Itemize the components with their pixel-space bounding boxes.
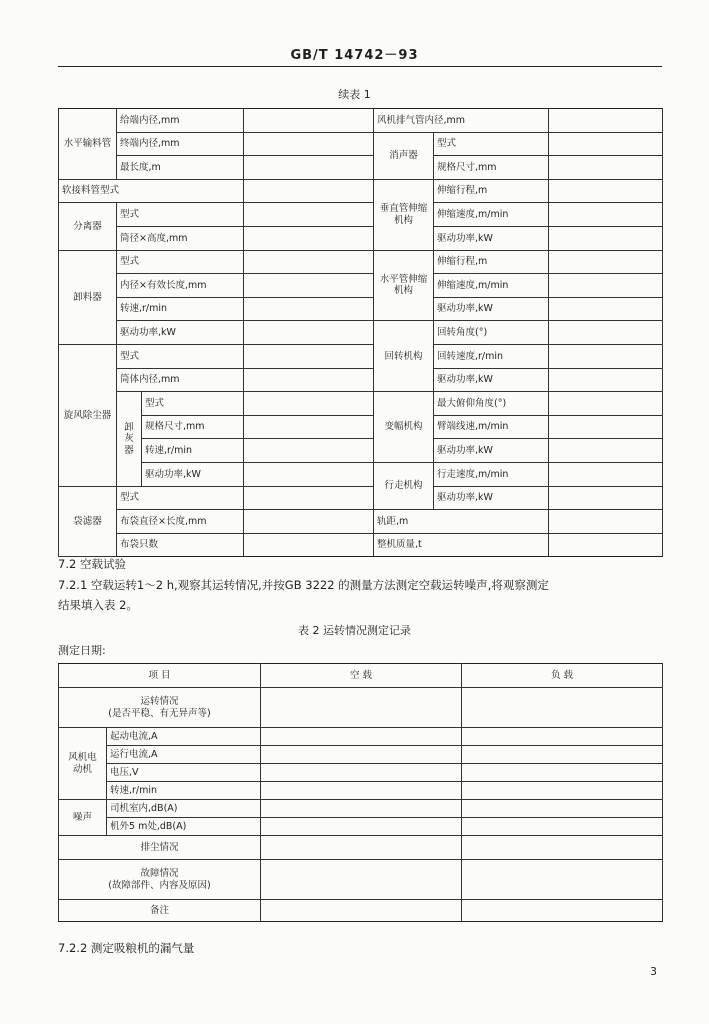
row-ht-speed: 伸缩速度,m/min xyxy=(434,274,549,298)
cell-value xyxy=(549,486,663,510)
cell-value xyxy=(244,203,374,227)
row-cyclone-type: 型式 xyxy=(117,344,244,368)
cell-value xyxy=(549,344,663,368)
group-travel: 行走机构 xyxy=(374,462,434,509)
row-remarks: 备注 xyxy=(59,900,261,922)
operation-status-note: (是否平稳、有无异声等) xyxy=(108,707,211,719)
cell-value xyxy=(549,109,663,133)
row-luff-angle: 最大俯仰角度(°) xyxy=(434,392,549,416)
row-noise-cab: 司机室内,dB(A) xyxy=(107,800,261,818)
cell-value xyxy=(244,392,374,416)
cell-value xyxy=(244,132,374,156)
row-ash-size: 规格尺寸,mm xyxy=(142,415,244,439)
row-discharger-power: 驱动功率,kW xyxy=(117,321,244,345)
paragraph-7-2-1-line2: 结果填入表 2。 xyxy=(58,598,138,612)
cell-value xyxy=(261,764,462,782)
row-bag-count: 布袋只数 xyxy=(117,533,244,557)
group-bag-filter: 袋滤器 xyxy=(59,486,117,557)
cell-value xyxy=(462,836,663,860)
row-fan-exhaust: 风机排气管内径,mm xyxy=(374,109,549,133)
row-luff-power: 驱动功率,kW xyxy=(434,439,549,463)
page-number: 3 xyxy=(650,965,657,978)
cell-value xyxy=(261,746,462,764)
row-slew-power: 驱动功率,kW xyxy=(434,368,549,392)
row-ht-power: 驱动功率,kW xyxy=(434,297,549,321)
cell-value xyxy=(549,533,663,557)
section-heading-7-2: 7.2 空载试验 xyxy=(58,557,126,571)
group-ash-discharger: 卸灰器 xyxy=(117,392,142,486)
row-hose: 软接料管型式 xyxy=(59,179,244,203)
row-ash-speed: 转速,r/min xyxy=(142,439,244,463)
faults-label: 故障情况 xyxy=(140,868,179,880)
row-operation-status xyxy=(59,688,261,728)
cell-value xyxy=(549,510,663,534)
row-mass: 整机质量,t xyxy=(374,533,549,557)
cell-value xyxy=(244,415,374,439)
cell-value xyxy=(549,250,663,274)
cell-value xyxy=(549,132,663,156)
row-vt-power: 驱动功率,kW xyxy=(434,226,549,250)
row-max-length: 最长度,m xyxy=(117,156,244,180)
cell-value xyxy=(244,156,374,180)
header-item: 项 目 xyxy=(59,664,261,688)
cell-value xyxy=(462,800,663,818)
table2-caption: 表 2 运转情况测定记录 xyxy=(298,624,411,637)
row-ash-type: 型式 xyxy=(142,392,244,416)
cell-value xyxy=(261,800,462,818)
group-fan-motor: 风机电动机 xyxy=(59,728,107,800)
row-separator-size: 筒径×高度,mm xyxy=(117,226,244,250)
operation-record-table xyxy=(58,663,663,922)
header-rule xyxy=(58,66,662,67)
cell-value xyxy=(549,462,663,486)
cell-value xyxy=(244,486,374,510)
cell-value xyxy=(244,226,374,250)
cell-value xyxy=(462,728,663,746)
row-silencer-size: 规格尺寸,mm xyxy=(434,156,549,180)
paragraph-7-2-1-line1: 7.2.1 空载运转1～2 h,观察其运转情况,并按GB 3222 的测量方法测定空载运转噪声,将观察测定 xyxy=(58,578,549,592)
cell-value xyxy=(462,818,663,836)
row-run-current: 运行电流,A xyxy=(107,746,261,764)
row-noise-outside: 机外5 m处,dB(A) xyxy=(107,818,261,836)
cell-value xyxy=(462,860,663,900)
row-speed: 转速,r/min xyxy=(107,782,261,800)
row-slew-angle: 回转角度(°) xyxy=(434,321,549,345)
group-discharger: 卸料器 xyxy=(59,250,117,344)
cell-value xyxy=(244,344,374,368)
cell-value xyxy=(244,274,374,298)
row-start-current: 起动电流,A xyxy=(107,728,261,746)
row-voltage: 电压,V xyxy=(107,764,261,782)
operation-status-label: 运转情况 xyxy=(140,696,179,708)
row-ash-power: 驱动功率,kW xyxy=(142,462,244,486)
cell-value xyxy=(462,746,663,764)
group-slew: 回转机构 xyxy=(374,321,434,392)
row-discharger-type: 型式 xyxy=(117,250,244,274)
group-horizontal-telescope: 水平管伸缩机构 xyxy=(374,250,434,321)
row-vt-stroke: 伸缩行程,m xyxy=(434,179,549,203)
cell-value xyxy=(549,156,663,180)
group-vertical-telescope: 垂直管伸缩机构 xyxy=(374,179,434,250)
cell-value xyxy=(549,203,663,227)
table1-caption: 续表 1 xyxy=(338,88,371,101)
cell-value xyxy=(462,764,663,782)
cell-value xyxy=(244,321,374,345)
cell-value xyxy=(244,179,374,203)
row-bag-size: 布袋直径×长度,mm xyxy=(117,510,244,534)
cell-value xyxy=(244,109,374,133)
row-inlet: 给端内径,mm xyxy=(117,109,244,133)
row-ht-stroke: 伸缩行程,m xyxy=(434,250,549,274)
group-cyclone: 旋风除尘器 xyxy=(59,344,117,486)
row-slew-speed: 回转速度,r/min xyxy=(434,344,549,368)
row-travel-speed: 行走速度,m/min xyxy=(434,462,549,486)
cell-value xyxy=(549,297,663,321)
spec-table-continued xyxy=(58,108,663,557)
cell-value xyxy=(549,415,663,439)
row-discharger-speed: 转速,r/min xyxy=(117,297,244,321)
page-header: GB/T 14742－93 xyxy=(290,48,419,63)
cell-value xyxy=(462,900,663,922)
row-faults xyxy=(59,860,261,900)
measurement-date-label: 测定日期: xyxy=(58,644,106,657)
row-discharger-size: 内径×有效长度,mm xyxy=(117,274,244,298)
cell-value xyxy=(244,250,374,274)
header-no-load: 空 载 xyxy=(261,664,462,688)
cell-value xyxy=(261,728,462,746)
row-bag-type: 型式 xyxy=(117,486,244,510)
group-silencer: 消声器 xyxy=(374,132,434,179)
cell-value xyxy=(261,900,462,922)
row-cyclone-barrel: 筒体内径,mm xyxy=(117,368,244,392)
group-noise: 噪声 xyxy=(59,800,107,836)
cell-value xyxy=(261,818,462,836)
row-vt-speed: 伸缩速度,m/min xyxy=(434,203,549,227)
group-luffing: 变幅机构 xyxy=(374,392,434,463)
cell-value xyxy=(261,782,462,800)
cell-value xyxy=(244,368,374,392)
row-dust-emission: 排尘情况 xyxy=(59,836,261,860)
cell-value xyxy=(261,860,462,900)
cell-value xyxy=(549,439,663,463)
row-luff-speed: 臂端线速,m/min xyxy=(434,415,549,439)
cell-value xyxy=(549,321,663,345)
group-horiz-pipe: 水平输料管 xyxy=(59,109,117,180)
cell-value xyxy=(462,688,663,728)
header-load: 负 载 xyxy=(462,664,663,688)
cell-value xyxy=(244,533,374,557)
cell-value xyxy=(549,226,663,250)
cell-value xyxy=(244,439,374,463)
cell-value xyxy=(549,392,663,416)
row-separator-type: 型式 xyxy=(117,203,244,227)
cell-value xyxy=(244,510,374,534)
cell-value xyxy=(261,688,462,728)
row-outlet: 终端内径,mm xyxy=(117,132,244,156)
cell-value xyxy=(244,297,374,321)
row-travel-power: 驱动功率,kW xyxy=(434,486,549,510)
group-separator: 分离器 xyxy=(59,203,117,250)
cell-value xyxy=(549,274,663,298)
row-gauge: 轨距,m xyxy=(374,510,549,534)
cell-value xyxy=(261,836,462,860)
faults-note: (故障部件、内容及原因) xyxy=(108,879,211,891)
cell-value xyxy=(549,368,663,392)
row-silencer-type: 型式 xyxy=(434,132,549,156)
section-heading-7-2-2: 7.2.2 测定吸粮机的漏气量 xyxy=(58,941,195,955)
cell-value xyxy=(244,462,374,486)
cell-value xyxy=(462,782,663,800)
cell-value xyxy=(549,179,663,203)
